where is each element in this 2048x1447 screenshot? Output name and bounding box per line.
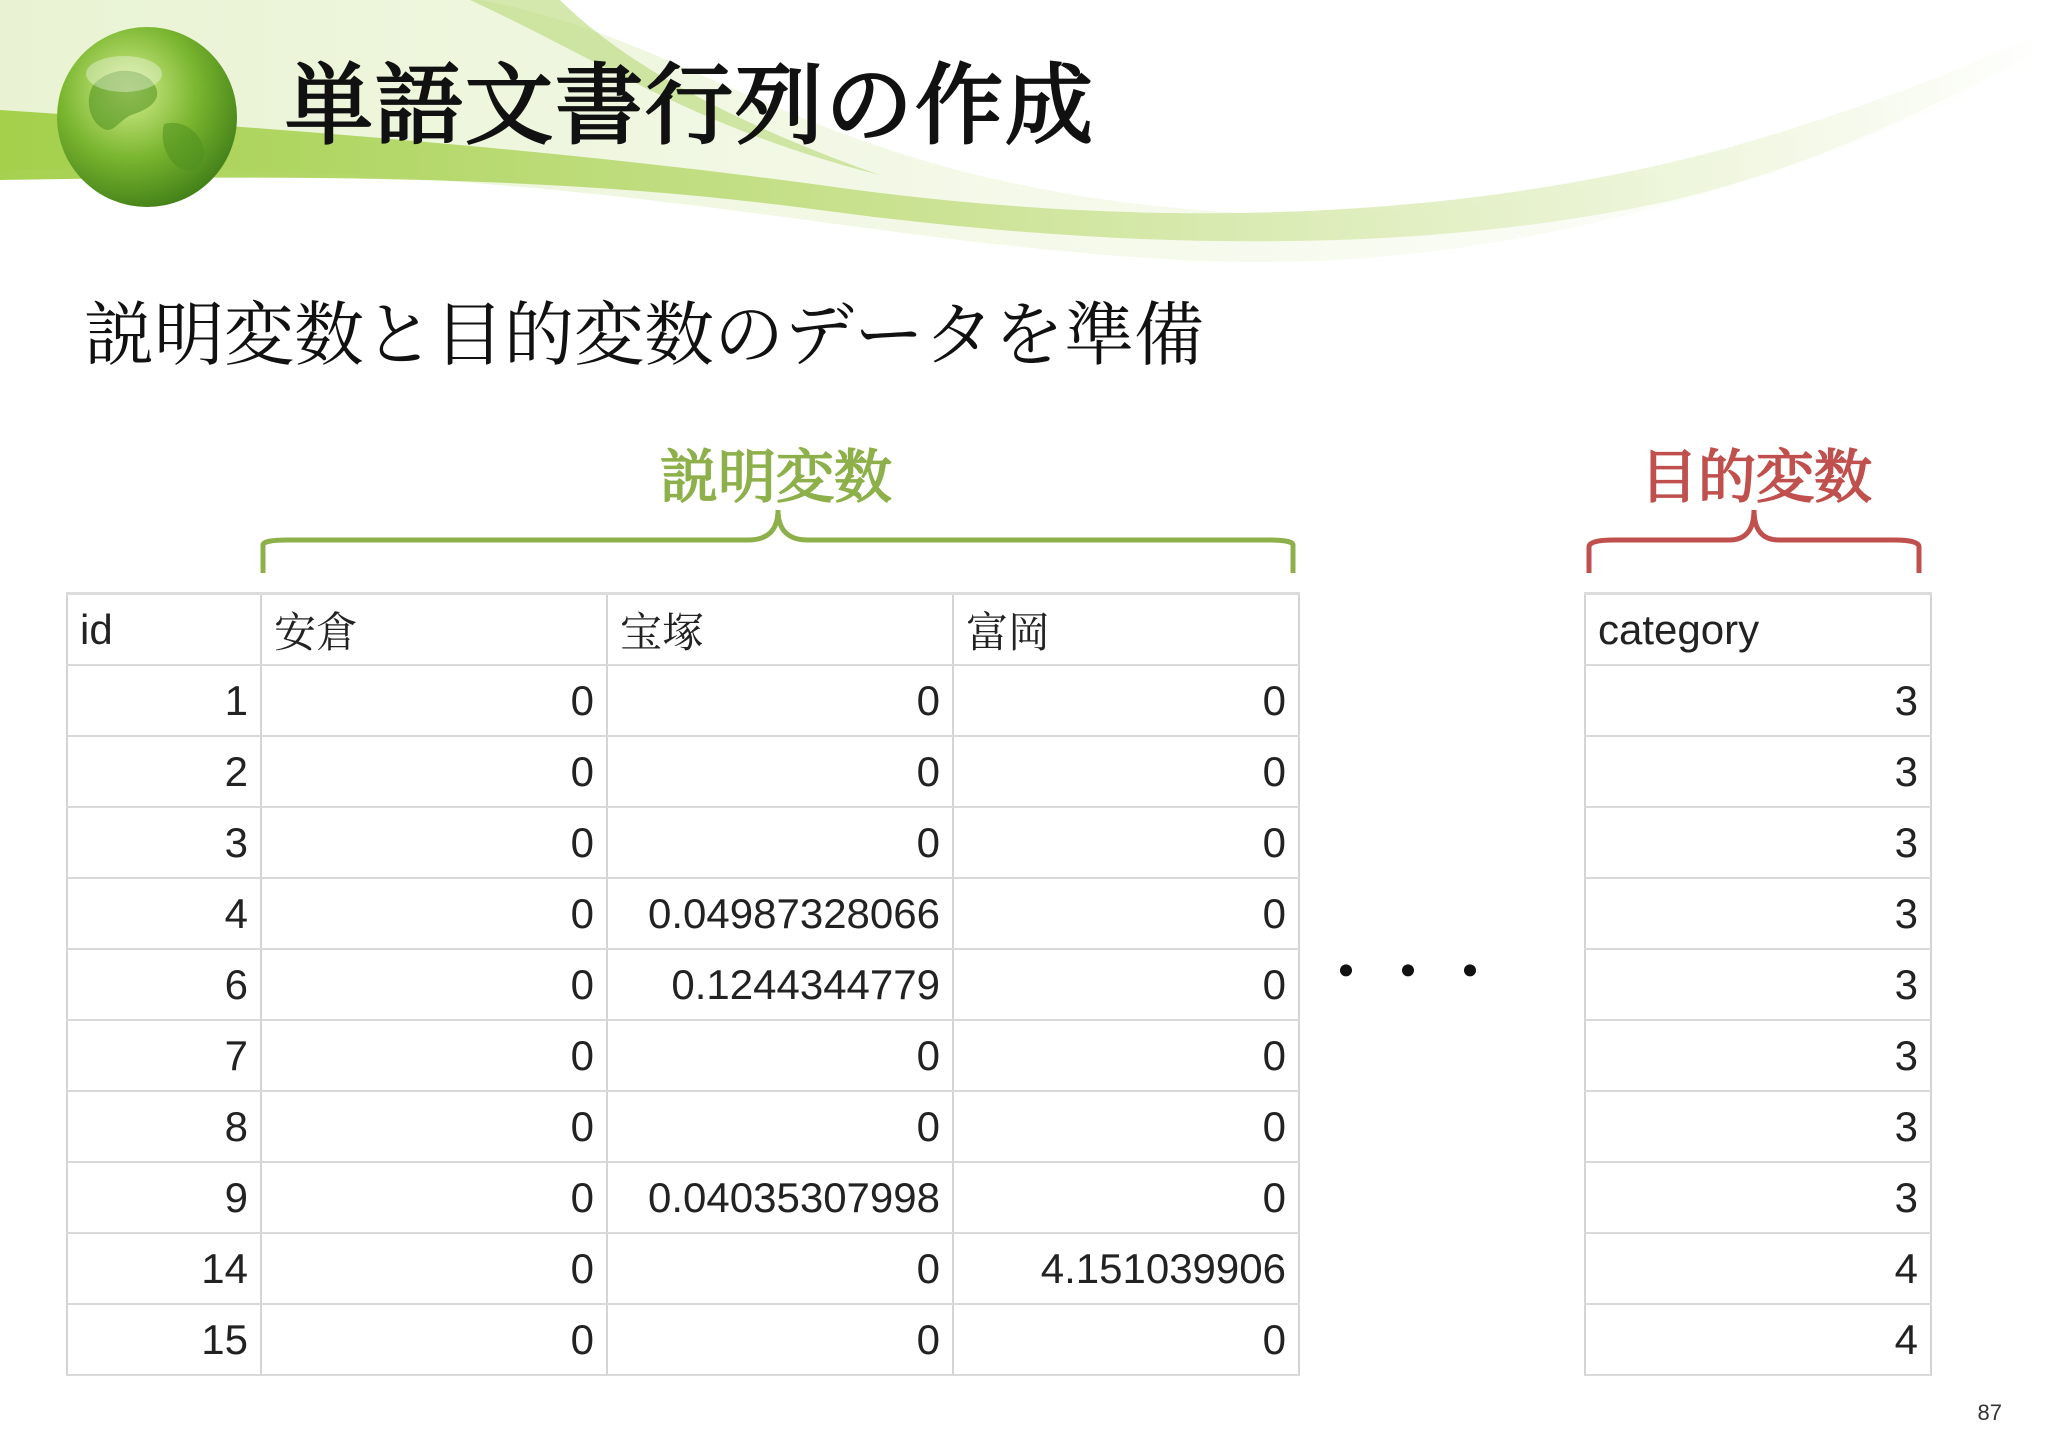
explanatory-brace (258, 505, 1298, 575)
cell-value: 0 (953, 878, 1299, 949)
cell-id: 2 (67, 736, 261, 807)
table-row (1585, 1162, 1931, 1233)
page-number: 87 (1977, 1400, 2002, 1425)
cell-value: 0 (953, 1304, 1299, 1375)
table-row (67, 736, 1299, 807)
cell-value: 0 (607, 807, 953, 878)
cell-value: 0 (607, 1304, 953, 1375)
cell-value: 0 (261, 1020, 607, 1091)
cell-value: 0 (607, 665, 953, 736)
cell-value: 0 (953, 949, 1299, 1020)
table-row (67, 1233, 1299, 1304)
table-row (67, 1091, 1299, 1162)
cell-value: 0 (607, 1233, 953, 1304)
cell-id: 14 (67, 1233, 261, 1304)
ellipsis-more-columns: ・・・ (1318, 941, 1504, 1006)
cell-category: 3 (1585, 1091, 1931, 1162)
cell-value: 0 (607, 1020, 953, 1091)
cell-value: 0 (953, 736, 1299, 807)
cell-value: 0 (261, 1162, 607, 1233)
cell-value: 0.04035307998 (607, 1162, 953, 1233)
table-row (1585, 949, 1931, 1020)
cell-value: 4.151039906 (953, 1233, 1299, 1304)
table-row (67, 665, 1299, 736)
header-id: id (67, 594, 261, 666)
table-row (67, 1304, 1299, 1375)
globe-icon (54, 24, 240, 210)
cell-value: 0 (261, 807, 607, 878)
cell-value: 0 (261, 1233, 607, 1304)
cell-value: 0 (261, 736, 607, 807)
table-row (1585, 665, 1931, 736)
cell-value: 0 (261, 878, 607, 949)
cell-id: 7 (67, 1020, 261, 1091)
cell-value: 0 (607, 1091, 953, 1162)
cell-category: 3 (1585, 736, 1931, 807)
cell-category: 3 (1585, 665, 1931, 736)
cell-category: 4 (1585, 1233, 1931, 1304)
cell-category: 3 (1585, 949, 1931, 1020)
objective-label: 目的変数 (1640, 443, 1873, 511)
header-word-3: 富岡 (953, 594, 1299, 666)
table-row (1585, 1091, 1931, 1162)
table-row (67, 1020, 1299, 1091)
slide-subtitle: 説明変数と目的変数のデータを準備 (84, 294, 1204, 376)
table-row (1585, 736, 1931, 807)
cell-value: 0 (953, 807, 1299, 878)
cell-value: 0.1244344779 (607, 949, 953, 1020)
cell-value: 0 (607, 736, 953, 807)
table-row (67, 1162, 1299, 1233)
table-row (1585, 1304, 1931, 1375)
table-row (1585, 807, 1931, 878)
explanatory-label: 説明変数 (660, 443, 893, 511)
table-row (67, 949, 1299, 1020)
cell-category: 3 (1585, 807, 1931, 878)
cell-value: 0 (953, 1162, 1299, 1233)
table-row (67, 878, 1299, 949)
header-word-2: 宝塚 (607, 594, 953, 666)
cell-value: 0 (261, 949, 607, 1020)
cell-value: 0 (261, 1091, 607, 1162)
cell-value: 0 (953, 1020, 1299, 1091)
table-row (67, 807, 1299, 878)
cell-category: 3 (1585, 878, 1931, 949)
header-word-1: 安倉 (261, 594, 607, 666)
slide-title: 単語文書行列の作成 (285, 54, 1096, 157)
header-category: category (1585, 594, 1931, 666)
cell-id: 4 (67, 878, 261, 949)
objective-brace (1584, 505, 1924, 575)
cell-value: 0.04987328066 (607, 878, 953, 949)
cell-id: 8 (67, 1091, 261, 1162)
table-header-row (67, 594, 1299, 666)
cell-value: 0 (261, 1304, 607, 1375)
cell-value: 0 (953, 665, 1299, 736)
table-row (1585, 1020, 1931, 1091)
cell-category: 3 (1585, 1162, 1931, 1233)
cell-id: 9 (67, 1162, 261, 1233)
cell-id: 3 (67, 807, 261, 878)
table-header-row (1585, 594, 1931, 666)
cell-category: 3 (1585, 1020, 1931, 1091)
word-document-matrix-table (66, 592, 1300, 1376)
cell-id: 1 (67, 665, 261, 736)
cell-value: 0 (261, 665, 607, 736)
category-table (1584, 592, 1932, 1376)
header-swoosh (0, 0, 2048, 330)
cell-category: 4 (1585, 1304, 1931, 1375)
cell-id: 15 (67, 1304, 261, 1375)
cell-id: 6 (67, 949, 261, 1020)
table-row (1585, 878, 1931, 949)
cell-value: 0 (953, 1091, 1299, 1162)
table-row (1585, 1233, 1931, 1304)
